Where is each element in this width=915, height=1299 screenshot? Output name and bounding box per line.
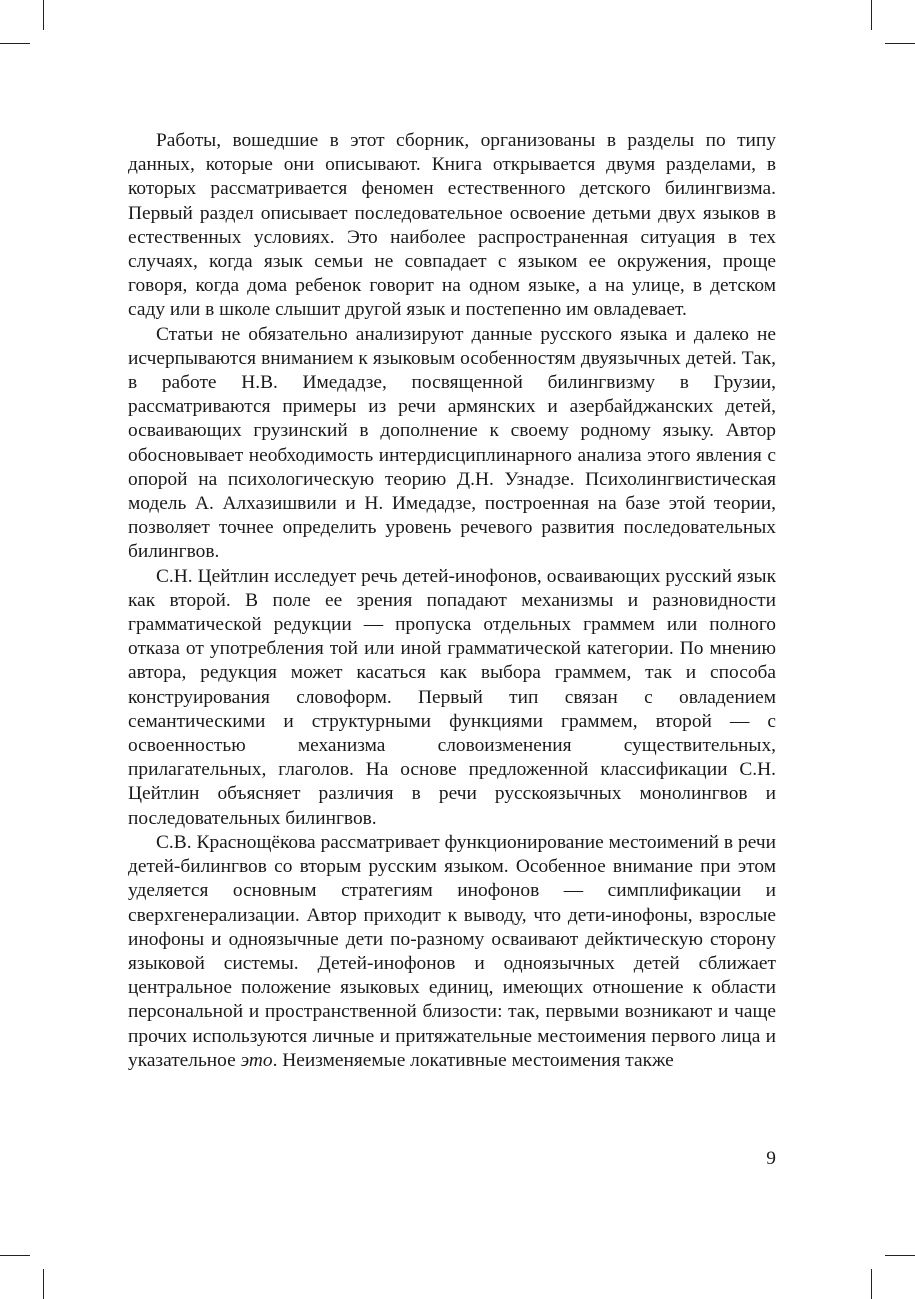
- paragraph-1: Работы, вошедшие в этот сборник, организованы в разделы по типу данных, которые они описывают. Книга открывается двумя разделами, в которых рассматривается феномен естественного детского билингвизма. Первый раздел описывает последовательное освоение детьми двух языков в естественных условиях. Это наиболее распространенная ситуация в тех случаях, когда язык семьи не совпадает с языком ее окружения, проще говоря, когда дома ребенок говорит на одном языке, а на улице, в детском саду или в школе слышит другой язык и постепенно им овладевает.: [128, 130, 776, 321]
- paragraph-4-start: С.В. Краснощёкова рассматривает функционирование местоимений в речи детей-билингвов со вторым русским языком. Особенное внимание при этом уделяется основным стратегиям инофонов — симплификации и сверхгенерализации. Автор приходит к выводу, что дети-инофоны, взрослые инофоны и одноязычные дети по-разному осваивают дейктическую сторону языковой системы. Детей-инофонов и одноязычных детей сближает центральное положение языковых единиц, имеющих отношение к области персональной и пространственной близости: так, первыми возникают и чаще прочих используются личные и притяжательные местоимения первого лица и указательное: [128, 831, 776, 1071]
- paragraph-4: [128, 831, 776, 1073]
- crop-mark-bottom-left-h: [0, 1255, 30, 1256]
- paragraph-2: Статьи не обязательно анализируют данные русского языка и далеко не исчерпываются вниманием к языковым особенностям двуязычных детей. Так, в работе Н.В. Имедадзе, посвященной билингвизму в Грузии, рассматриваются примеры из речи армянских и азербайджанских детей, осваивающих грузинский в дополнение к своему родному языку. Автор обосновывает необходимость интердисциплинарного анализа этого явления с опорой на психологическую теорию Д.Н. Узнадзе. Психолингвистическая модель А. Алхазишвили и Н. Имедадзе, построенная на базе этой теории, позволяет точнее определить уровень речевого развития последовательных билингвов.: [128, 323, 776, 563]
- crop-mark-bottom-right-h: [885, 1255, 915, 1256]
- paragraph-3: С.Н. Цейтлин исследует речь детей-инофонов, осваивающих русский язык как второй. В поле ее зрения попадают механизмы и разновидности грамматической редукции — пропуска отдельных граммем или полного отказа от употребления той или иной грамматической категории. По мнению автора, редукция может касаться как выбора граммем, так и способа конструирования словоформ. Первый тип связан с овладением семантическими и структурными функциями граммем, второй — с освоенностью механизма словоизменения существительных, прилагательных, глаголов. На основе предложенной классификации С.Н. Цейтлин объясняет различия в речи русскоязычных монолингвов и последовательных билингвов.: [128, 565, 776, 829]
- crop-mark-top-right-h: [885, 43, 915, 44]
- body-text: [128, 129, 776, 1073]
- crop-mark-bottom-right: [871, 1269, 872, 1299]
- crop-mark-top-left: [43, 0, 44, 30]
- page-number: 9: [766, 1148, 776, 1169]
- crop-mark-top-left-h: [0, 43, 30, 44]
- crop-mark-bottom-left: [43, 1269, 44, 1299]
- italic-term: это: [240, 1049, 273, 1071]
- paragraph-4-end: . Неизменяемые локативные местоимения также: [272, 1049, 674, 1071]
- crop-mark-top-right: [871, 0, 872, 30]
